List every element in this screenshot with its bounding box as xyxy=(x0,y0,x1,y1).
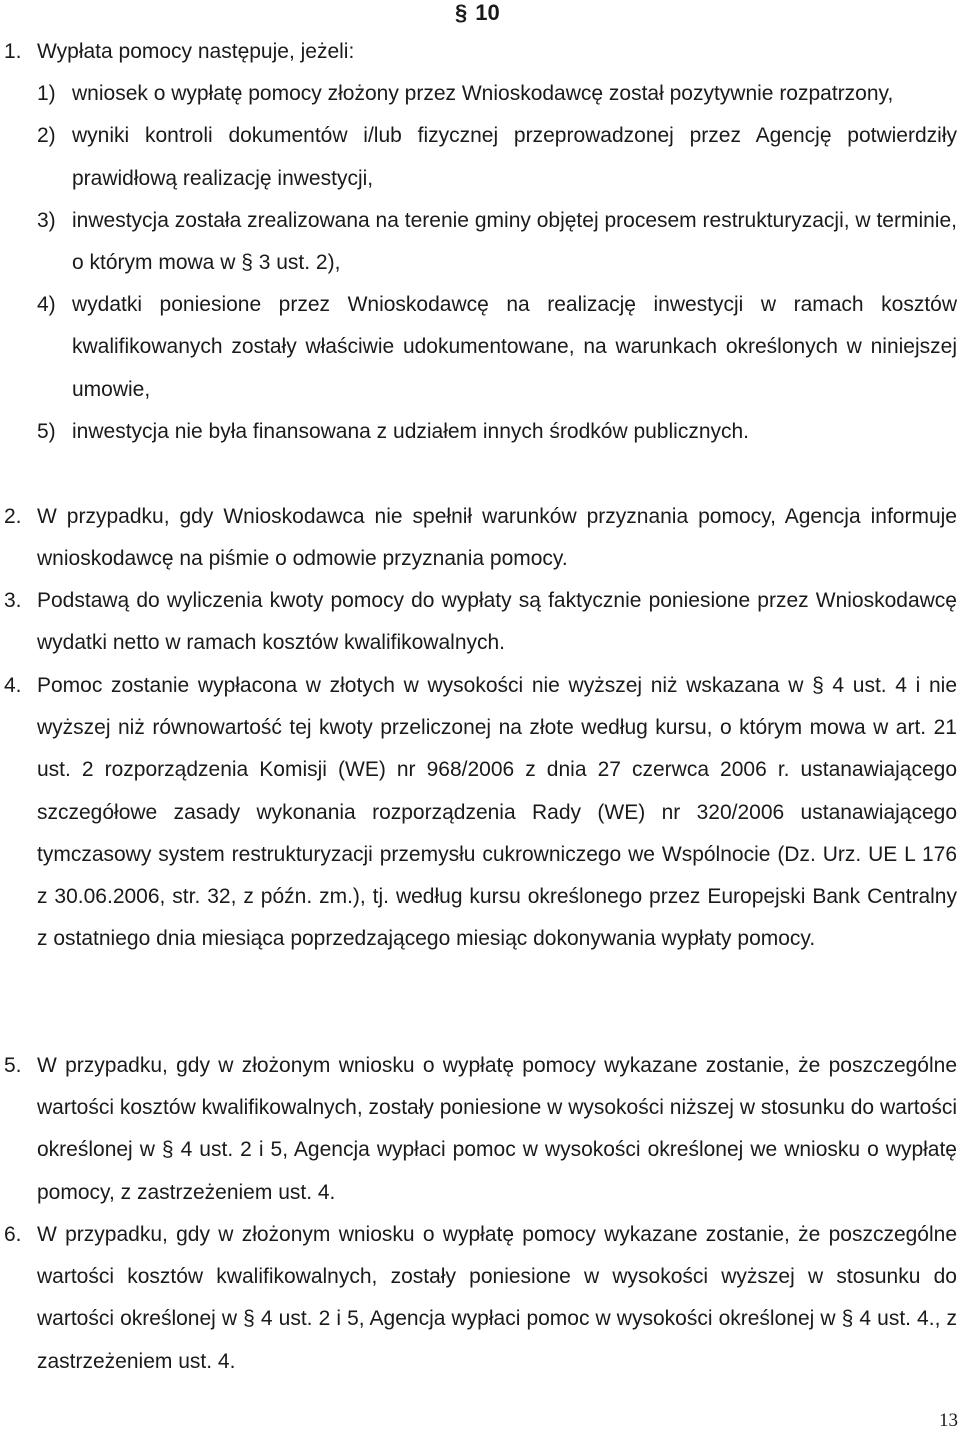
list-item-text: wyniki kontroli dokumentów i/lub fizycznej przeprowadzonej przez Agencję potwierdziły prawidłową realizację inwestycji, xyxy=(72,124,957,190)
paragraph-number: 1. xyxy=(4,40,22,63)
paragraph-3 xyxy=(0,580,957,664)
paragraph-text: Podstawą do wyliczenia kwoty pomocy do wypłaty są faktycznie poniesione przez Wnioskodawcę wydatki netto w ramach kosztów kwalifikowalnych. xyxy=(37,589,957,655)
list-item-text: inwestycja nie była finansowana z udziałem innych środków publicznych. xyxy=(72,419,750,443)
paragraph-number: 5. xyxy=(4,1054,22,1077)
list-item xyxy=(37,115,957,199)
list-item-number: 1) xyxy=(37,82,56,106)
list-item xyxy=(37,284,957,411)
section-symbol: § xyxy=(455,0,468,25)
paragraph-text: W przypadku, gdy w złożonym wniosku o wypłatę pomocy wykazane zostanie, że poszczególne wartości kosztów kwalifikowalnych, zostały poniesione w wysokości niższej w stosunku do wartości określonej w § 4 ust. 2 i 5, Agencja wypłaci pomoc w wysokości określonej we wniosku o wypłatę pomocy, z zastrzeżeniem ust. 4. xyxy=(37,1054,957,1204)
paragraph-number: 2. xyxy=(4,505,22,528)
paragraph-number: 6. xyxy=(4,1223,22,1246)
section-heading xyxy=(455,0,500,26)
list-item xyxy=(37,200,957,284)
paragraph-5 xyxy=(0,1045,957,1214)
list-item-text: inwestycja została zrealizowana na terenie gminy objętej procesem restrukturyzacji, w terminie, o którym mowa w § 3 ust. 2), xyxy=(72,208,957,275)
list-item-number: 3) xyxy=(37,208,56,232)
paragraph-6 xyxy=(0,1214,957,1383)
paragraph-number: 3. xyxy=(4,589,22,612)
list-item-text: wniosek o wypłatę pomocy złożony przez Wnioskodawcę został pozytywnie rozpatrzony, xyxy=(72,82,894,106)
list-item-text: wydatki poniesione przez Wnioskodawcę na realizację inwestycji w ramach kosztów kwalifikowanych zostały właściwie udokumentowane, na warunkach określonych w niniejszej umowie, xyxy=(72,293,957,401)
list-item-number: 4) xyxy=(37,293,56,317)
paragraph-number: 4. xyxy=(4,674,22,697)
paragraph-text: W przypadku, gdy w złożonym wniosku o wypłatę pomocy wykazane zostanie, że poszczególne wartości kosztów kwalifikowalnych, zostały poniesione w wysokości wyższej w stosunku do wartości określonej w § 4 ust. 2 i 5, Agencja wypłaci pomoc w wysokości określonej w § 4 ust. 4., z zastrzeżeniem ust. 4. xyxy=(37,1223,957,1373)
list-item-number: 5) xyxy=(37,419,56,443)
list-item xyxy=(37,73,957,115)
page-number: 13 xyxy=(939,1410,958,1431)
list-item xyxy=(37,411,957,453)
paragraph-text: W przypadku, gdy Wnioskodawca nie spełnił warunków przyznania pomocy, Agencja informuje wnioskodawcę na piśmie o odmowie przyznania pomocy. xyxy=(37,505,957,571)
paragraph-text: Wypłata pomocy następuje, jeżeli: xyxy=(37,40,355,63)
paragraph-2 xyxy=(0,496,957,580)
section-number: 10 xyxy=(475,0,500,25)
paragraph-text: Pomoc zostanie wypłacona w złotych w wysokości nie wyższej niż wskazana w § 4 ust. 4 i nie wyższej niż równowartość tej kwoty przeliczonej na złote według kursu, o którym mowa w art. 21 ust. 2 rozporządzenia Komisji (WE) nr 968/2006 z dnia 27 czerwca 2006 r. ustanawiającego szczegółowe zasady wykonania rozporządzenia Rady (WE) nr 320/2006 ustanawiającego tymczasowy system restrukturyzacji przemysłu cukrowniczego we Wspólnocie (Dz. Urz. UE L 176 z 30.06.2006, str. 32, z późn. zm.), tj. według kursu określonego przez Europejski Bank Centralny z ostatniego dnia miesiąca poprzedzającego miesiąc dokonywania wypłaty pomocy. xyxy=(37,674,957,951)
list-item-number: 2) xyxy=(37,124,56,148)
paragraph-1 xyxy=(0,31,957,453)
paragraph-4 xyxy=(0,665,957,960)
